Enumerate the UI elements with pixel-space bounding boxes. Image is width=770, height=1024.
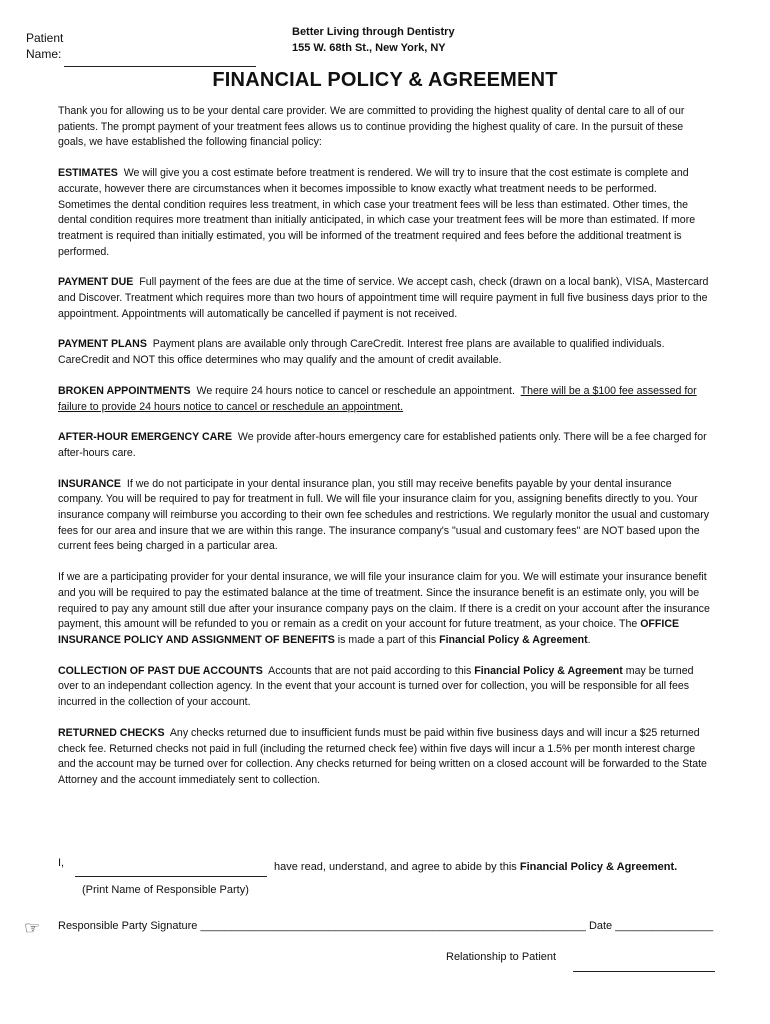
insurance-heading: INSURANCE xyxy=(58,477,121,490)
intro-paragraph: Thank you for allowing us to be your dental care provider. We are committed to providing the highest quality of dental care to all of our patients. The prompt payment of your treatment fees allows us to continue providing the highest quality of care. In the pursuit of these goals, we have established the following financial policy: xyxy=(58,105,685,149)
responsible-signature-line[interactable]: Responsible Party Signature _______________________________________________________________ Date ________________ xyxy=(58,920,714,932)
print-name-field[interactable] xyxy=(75,876,267,877)
estimates-heading: ESTIMATES xyxy=(58,167,118,180)
agree-text: have read, understand, and agree to abide by this xyxy=(274,861,517,873)
collection-paragraph xyxy=(58,664,710,711)
participating-paragraph xyxy=(58,570,710,649)
agree-bold: Financial Policy & Agreement. xyxy=(519,861,678,873)
patient-label-line2: Name: xyxy=(26,47,62,61)
returned-heading: RETURNED CHECKS xyxy=(58,726,165,739)
after-hour-heading: AFTER-HOUR EMERGENCY CARE xyxy=(58,431,233,444)
practice-name: Better Living through Dentistry xyxy=(292,26,455,38)
participating-end: . xyxy=(587,633,591,646)
broken-text: We require 24 hours notice to cancel or reschedule an appointment. xyxy=(196,384,515,397)
returned-checks-paragraph xyxy=(58,726,710,789)
office-policy-bold: OFFICE INSURANCE POLICY AND ASSIGNMENT OF BENEFITS xyxy=(58,618,680,646)
pointing-hand-icon: ☞ xyxy=(24,918,41,938)
relationship-field[interactable] xyxy=(573,971,715,972)
signature-i-label: I, xyxy=(58,857,65,869)
participating-mid: is made a part of this xyxy=(337,633,437,646)
broken-fee-notice: There will be a $100 fee assessed for failure to provide 24 hours notice to cancel or reschedule an appointment. xyxy=(58,384,697,413)
payment-due-paragraph xyxy=(58,275,710,322)
patient-label-line1: Patient xyxy=(26,31,64,45)
broken-heading: BROKEN APPOINTMENTS xyxy=(58,384,191,397)
document-title: FINANCIAL POLICY & AGREEMENT xyxy=(212,69,558,91)
agreement-statement xyxy=(274,861,677,873)
estimates-paragraph xyxy=(58,166,710,260)
insurance-paragraph xyxy=(58,477,710,556)
print-name-caption: (Print Name of Responsible Party) xyxy=(82,884,249,896)
financial-policy-bold: Financial Policy & Agreement xyxy=(439,633,588,646)
after-hour-paragraph xyxy=(58,430,710,461)
estimates-text: We will give you a cost estimate before treatment is rendered. We will try to insure that the cost estimate is complete and accurate, however there are circumstances when it becomes impossible to know exactly what treatment needs to be performed. Sometimes the dental condition requires less treatment, in which case your treatment fees will be less than estimated. Other times, the dental condition requires more treatment than initially anticipated, in which case your treatment fees will be more than estimated. If more treatment is required than initially estimated, you will be informed of the treatment required and fees before the additional treatment is performed. xyxy=(58,167,696,258)
patient-name-field[interactable] xyxy=(64,66,256,67)
collection-bold: Financial Policy & Agreement xyxy=(474,664,623,677)
participating-text: If we are a participating provider for your dental insurance, we will file your insurance claim for you. We will estimate your insurance benefit and you will be required to pay the estimated balance at the time of treatment. Since the insurance benefit is an estimate only, you will be required to pay any amount still due after your insurance company pays on the claim. If there is a credit on your account after the insurance payment, this amount will be refunded to you or remain as a credit on your account for future treatment, as your choice. The xyxy=(58,571,710,631)
after-hour-text: We provide after-hours emergency care for established patients only. There will be a fee charged for after-hours care. xyxy=(58,431,707,459)
policy-body xyxy=(58,104,710,789)
payment-due-text: Full payment of the fees are due at the time of service. We accept cash, check (drawn on a local bank), VISA, Mastercard and Discover. Treatment which requires more than two hours of appointment time will require payment in full five business days prior to the appointment. Appointments will automatically be cancelled if payment is not received. xyxy=(58,276,709,320)
relationship-label: Relationship to Patient xyxy=(446,951,557,963)
returned-text: Any checks returned due to insufficient funds must be paid within five business days and will incur a $25 returned check fee. Returned checks not paid in full (including the returned check fee) within five days will incur a 1.5% per month interest charge and the account may be turned over for collection. Any checks returned for being written on a closed account will be forwarded to the State Attorney and the account immediately sent to collection. xyxy=(58,726,707,786)
practice-address: 155 W. 68th St., New York, NY xyxy=(292,42,446,54)
broken-appointments-paragraph xyxy=(58,384,710,415)
collection-text2: may be turned over to an independant collection agency. In the event that your account is turned over for collection, you will be responsible for all fees incurred in the collection of your account. xyxy=(58,664,694,709)
patient-name-label xyxy=(26,30,63,62)
insurance-text: If we do not participate in your dental insurance plan, you still may receive benefits payable by your dental insurance company. You will be required to pay for treatment in full. We will file your insurance claim for you, assigning benefits directly to you. Your insurance company will reimburse you according to their own fee schedules and restrictions. We regularly monitor the usual and customary fees for our area and insure that we are within this range. The insurance company's "usual and customary fees" are NOT based upon the current fees being charged in a particular area. xyxy=(58,477,710,553)
practice-info xyxy=(292,24,455,56)
payment-due-heading: PAYMENT DUE xyxy=(58,276,134,289)
collection-text1: Accounts that are not paid according to this xyxy=(268,664,472,677)
payment-plans-heading: PAYMENT PLANS xyxy=(58,338,147,351)
payment-plans-text: Payment plans are available only through CareCredit. Interest free plans are available to qualified individuals. CareCredit and NOT this office determines who may qualify and the amount of credit available. xyxy=(58,338,665,367)
payment-plans-paragraph xyxy=(58,337,710,368)
collection-heading: COLLECTION OF PAST DUE ACCOUNTS xyxy=(58,664,263,677)
